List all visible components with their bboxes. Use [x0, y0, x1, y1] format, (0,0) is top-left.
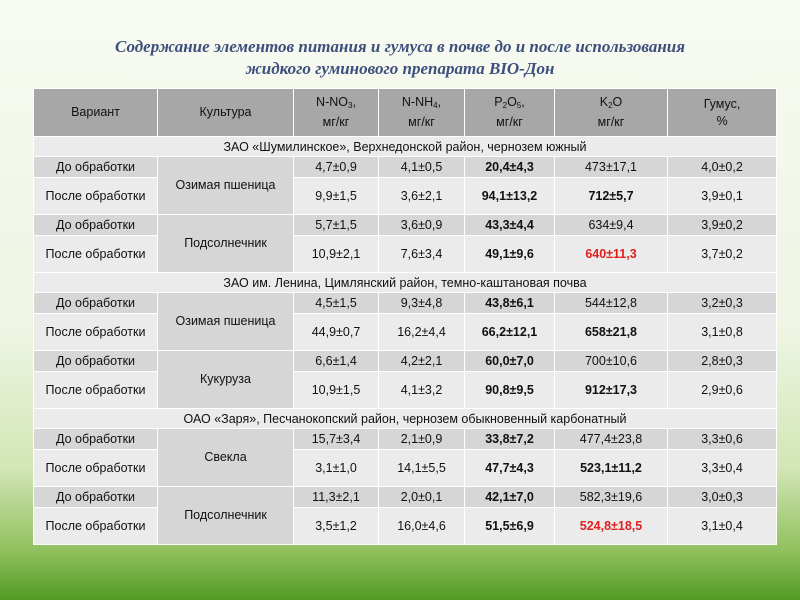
cell-p2o5: 33,8±7,2: [465, 429, 555, 450]
cell-nno3: 3,1±1,0: [294, 450, 379, 487]
header-humus: Гумус, %: [668, 89, 777, 137]
cell-humus: 3,3±0,6: [668, 429, 777, 450]
region-label: ЗАО «Шумилинское», Верхнедонской район, чернозем южный: [34, 137, 777, 157]
table-row: [34, 236, 777, 273]
table-row: [34, 508, 777, 545]
cell-k2o: 524,8±18,5: [555, 508, 668, 545]
cell-nno3: 10,9±2,1: [294, 236, 379, 273]
cell-humus: 2,9±0,6: [668, 372, 777, 409]
cell-humus: 3,2±0,3: [668, 293, 777, 314]
variant-before: До обработки: [34, 215, 158, 236]
table-row: [34, 178, 777, 215]
cell-humus: 3,9±0,1: [668, 178, 777, 215]
cell-nnh4: 2,0±0,1: [379, 487, 465, 508]
table-row: [34, 450, 777, 487]
culture-cell: Подсолнечник: [158, 487, 294, 545]
cell-nno3: 3,5±1,2: [294, 508, 379, 545]
cell-k2o: 634±9,4: [555, 215, 668, 236]
region-row: [34, 273, 777, 293]
cell-k2o: 712±5,7: [555, 178, 668, 215]
cell-nnh4: 3,6±2,1: [379, 178, 465, 215]
cell-p2o5: 47,7±4,3: [465, 450, 555, 487]
cell-p2o5: 90,8±9,5: [465, 372, 555, 409]
table-row: [34, 157, 777, 178]
cell-nnh4: 2,1±0,9: [379, 429, 465, 450]
cell-nno3: 4,7±0,9: [294, 157, 379, 178]
variant-after: После обработки: [34, 372, 158, 409]
variant-after: После обработки: [34, 236, 158, 273]
cell-k2o: 523,1±11,2: [555, 450, 668, 487]
cell-p2o5: 42,1±7,0: [465, 487, 555, 508]
culture-cell: Свекла: [158, 429, 294, 487]
cell-humus: 3,7±0,2: [668, 236, 777, 273]
cell-humus: 4,0±0,2: [668, 157, 777, 178]
variant-before: До обработки: [34, 351, 158, 372]
table-row: [34, 429, 777, 450]
cell-nno3: 5,7±1,5: [294, 215, 379, 236]
region-row: [34, 137, 777, 157]
cell-nnh4: 3,6±0,9: [379, 215, 465, 236]
header-variant: Вариант: [34, 89, 158, 137]
cell-p2o5: 51,5±6,9: [465, 508, 555, 545]
slide-title: [0, 36, 800, 80]
cell-k2o: 477,4±23,8: [555, 429, 668, 450]
table-row: [34, 372, 777, 409]
region-label: ОАО «Заря», Песчанокопский район, чернозем обыкновенный карбонатный: [34, 409, 777, 429]
table-row: [34, 314, 777, 351]
header-nnh4: $N-NH_4$, мг/кг: [379, 89, 465, 137]
cell-p2o5: 43,8±6,1: [465, 293, 555, 314]
variant-before: До обработки: [34, 293, 158, 314]
cell-nnh4: 16,0±4,6: [379, 508, 465, 545]
cell-nnh4: 7,6±3,4: [379, 236, 465, 273]
header-nno3: $N-NO_3$, мг/кг: [294, 89, 379, 137]
cell-p2o5: 20,4±4,3: [465, 157, 555, 178]
table-row: [34, 487, 777, 508]
cell-p2o5: 60,0±7,0: [465, 351, 555, 372]
variant-before: До обработки: [34, 487, 158, 508]
cell-nno3: 10,9±1,5: [294, 372, 379, 409]
cell-p2o5: 43,3±4,4: [465, 215, 555, 236]
cell-nnh4: 4,2±2,1: [379, 351, 465, 372]
cell-k2o: 582,3±19,6: [555, 487, 668, 508]
region-row: [34, 409, 777, 429]
cell-nno3: 15,7±3,4: [294, 429, 379, 450]
culture-cell: Озимая пшеница: [158, 293, 294, 351]
variant-after: После обработки: [34, 314, 158, 351]
variant-after: После обработки: [34, 508, 158, 545]
variant-before: До обработки: [34, 157, 158, 178]
title-line-2: жидкого гуминового препарата BIO-Дон: [245, 59, 555, 78]
cell-nno3: 9,9±1,5: [294, 178, 379, 215]
cell-nno3: 44,9±0,7: [294, 314, 379, 351]
culture-cell: Подсолнечник: [158, 215, 294, 273]
title-line-1: Содержание элементов питания и гумуса в почве до и после использования: [114, 37, 685, 56]
cell-humus: 2,8±0,3: [668, 351, 777, 372]
cell-nno3: 11,3±2,1: [294, 487, 379, 508]
cell-nnh4: 4,1±3,2: [379, 372, 465, 409]
variant-after: После обработки: [34, 450, 158, 487]
culture-cell: Кукуруза: [158, 351, 294, 409]
cell-k2o: 473±17,1: [555, 157, 668, 178]
culture-cell: Озимая пшеница: [158, 157, 294, 215]
table-row: [34, 351, 777, 372]
cell-humus: 3,3±0,4: [668, 450, 777, 487]
cell-humus: 3,1±0,4: [668, 508, 777, 545]
cell-k2o: 640±11,3: [555, 236, 668, 273]
cell-k2o: 544±12,8: [555, 293, 668, 314]
cell-humus: 3,1±0,8: [668, 314, 777, 351]
header-p2o5: $P_2O_5$, мг/кг: [465, 89, 555, 137]
region-label: ЗАО им. Ленина, Цимлянский район, темно-каштановая почва: [34, 273, 777, 293]
header-row: [34, 89, 777, 137]
table-row: [34, 293, 777, 314]
cell-humus: 3,9±0,2: [668, 215, 777, 236]
cell-nno3: 4,5±1,5: [294, 293, 379, 314]
header-k2o: $K_2O$ мг/кг: [555, 89, 668, 137]
header-culture: Культура: [158, 89, 294, 137]
cell-k2o: 700±10,6: [555, 351, 668, 372]
cell-k2o: 658±21,8: [555, 314, 668, 351]
cell-nnh4: 4,1±0,5: [379, 157, 465, 178]
cell-humus: 3,0±0,3: [668, 487, 777, 508]
variant-after: После обработки: [34, 178, 158, 215]
table-row: [34, 215, 777, 236]
nutrient-table: [33, 88, 777, 545]
cell-nnh4: 14,1±5,5: [379, 450, 465, 487]
cell-nnh4: 9,3±4,8: [379, 293, 465, 314]
cell-p2o5: 94,1±13,2: [465, 178, 555, 215]
cell-k2o: 912±17,3: [555, 372, 668, 409]
cell-nnh4: 16,2±4,4: [379, 314, 465, 351]
cell-nno3: 6,6±1,4: [294, 351, 379, 372]
variant-before: До обработки: [34, 429, 158, 450]
cell-p2o5: 49,1±9,6: [465, 236, 555, 273]
cell-p2o5: 66,2±12,1: [465, 314, 555, 351]
